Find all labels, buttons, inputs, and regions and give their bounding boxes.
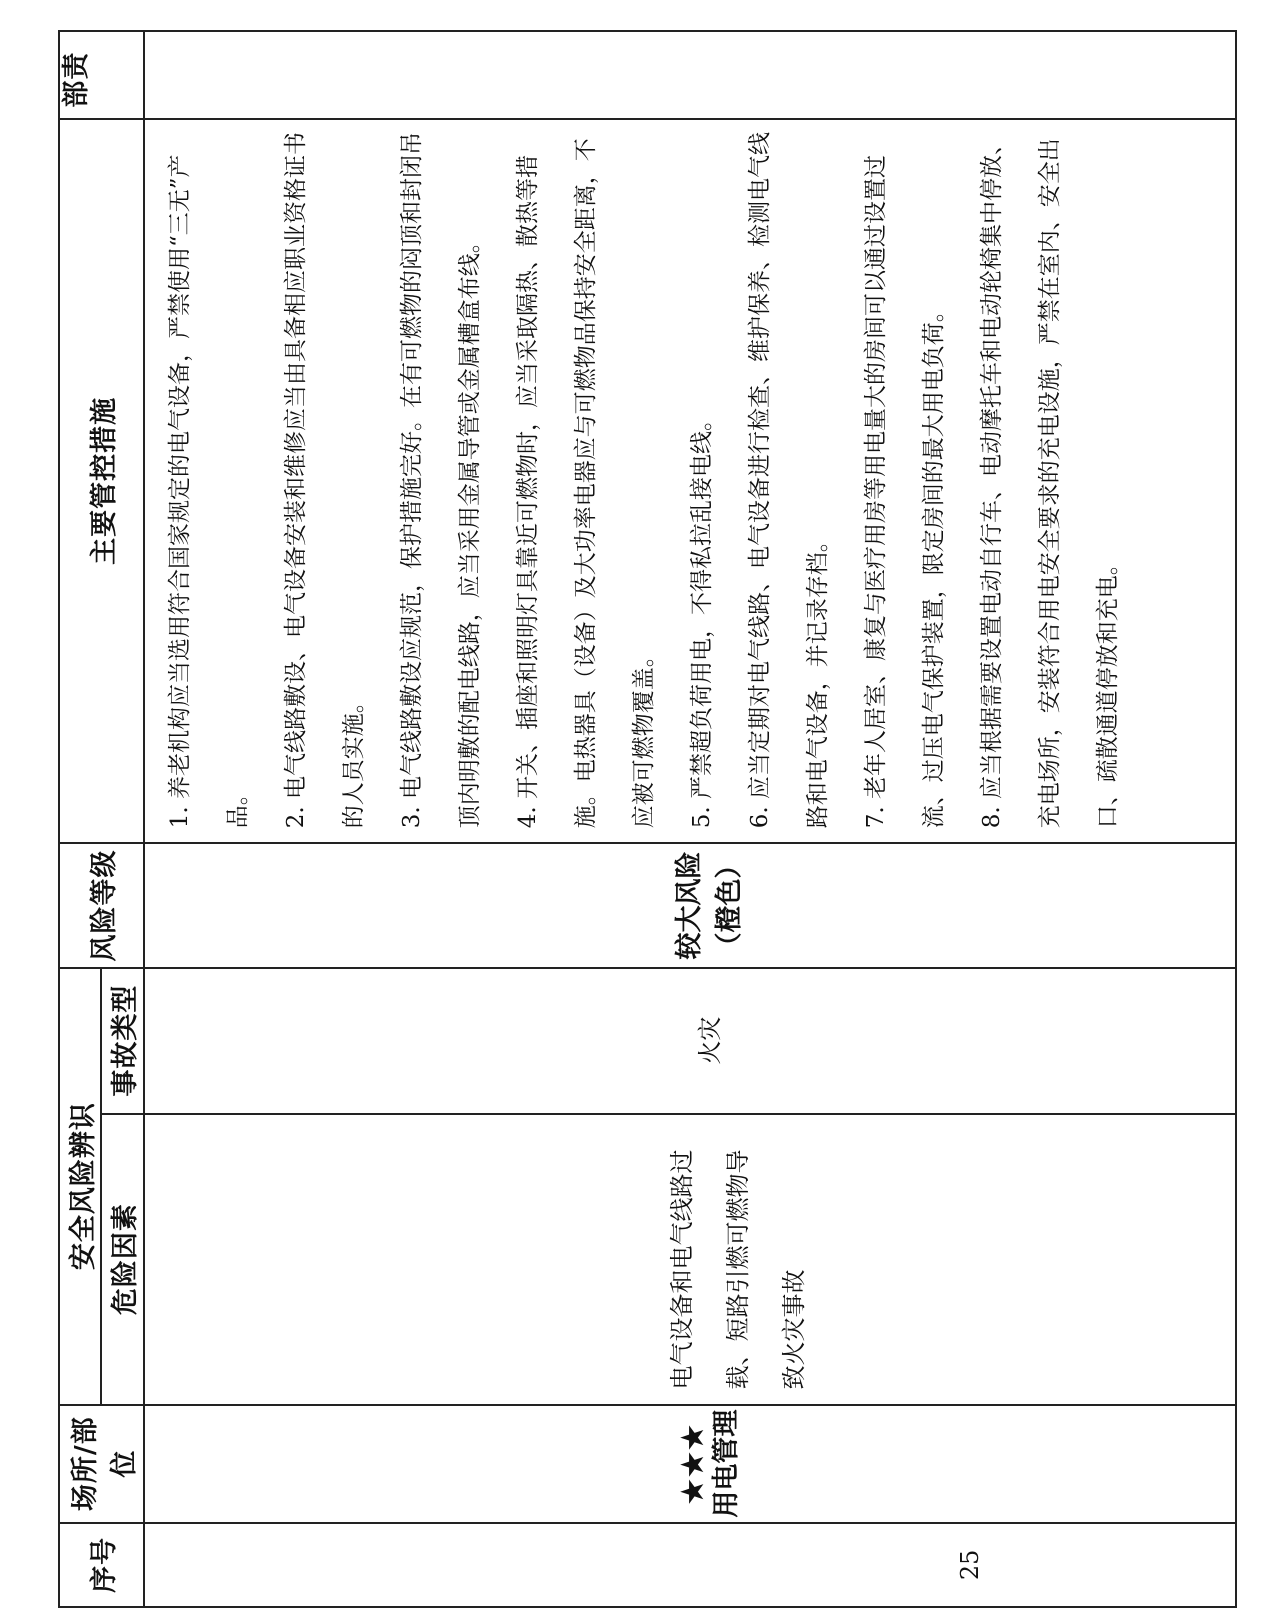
header-seq: 序号 [59, 1523, 144, 1607]
row-seq [144, 1523, 1236, 1607]
risk-level-text: 较大风险 [674, 851, 705, 960]
row-control-measures [144, 119, 1236, 844]
row-responsibility [144, 31, 1236, 119]
risk-table [58, 30, 1237, 1608]
measure-item: 3. 电气线路敷设应规范，保护措施完好。在有可燃物的闷顶和封闭吊顶内明敷的配电线路，应当采用金属导管或金属槽盒布线。 [399, 132, 483, 829]
risk-level-color: （橙色） [714, 851, 745, 960]
header-responsibility: 部责 [59, 31, 144, 119]
place-name: 用电管理 [711, 1409, 742, 1518]
header-risk-level: 风险等级 [59, 843, 144, 967]
row-accident-type [144, 968, 1236, 1114]
measure-item: 2. 电气线路敷设、电气设备安装和维修应当由具备相应职业资格证书的人员实施。 [283, 132, 367, 829]
row-place [144, 1405, 1236, 1523]
measure-item: 5. 严禁超负荷用电，不得私拉乱接电线。 [689, 408, 715, 829]
row-risk-level [144, 843, 1236, 967]
seq-value: 25 [956, 1549, 984, 1581]
header-control-measures: 主要管控措施 [59, 119, 144, 844]
measure-item: 6. 应当定期对电气线路、电气设备进行检查、维护保养、检测电气线路和电气设备，并记录存档。 [747, 132, 831, 829]
star-rating-icon: ★★★ [676, 1422, 709, 1505]
header-risk-identification: 安全风险辨识 [59, 968, 101, 1405]
measure-item: 7. 老年人居室、康复与医疗用房等用电量大的房间可以通过设置过流、过压电气保护装置，限定房间的最大用电负荷。 [863, 155, 947, 829]
header-hazard-factors: 危险因素 [101, 1114, 144, 1405]
header-place: 场所/部位 [59, 1405, 144, 1523]
row-hazard [144, 1114, 1236, 1405]
accident-type-text: 火灾 [696, 1016, 724, 1065]
measure-item: 8. 应当根据需要设置电动自行车、电动摩托车和电动轮椅集中停放、充电场所，安装符合用电安全要求的充电设施，严禁在室内、安全出口、疏散通道停放和充电。 [979, 132, 1121, 829]
hazard-text: 电气设备和电气线路过载、短路引燃可燃物导致火灾事故 [668, 1149, 808, 1390]
header-accident-type: 事故类型 [101, 968, 144, 1114]
measure-item: 1. 养老机构应当选用符合国家规定的电气设备，严禁使用“三无”产品。 [167, 154, 251, 829]
measure-item: 4. 开关、插座和照明灯具靠近可燃物时，应当采取隔热、散热等措施。电热器具（设备）及大功率电器应与可燃物品保持安全距离，不应被可燃物覆盖。 [515, 138, 657, 829]
